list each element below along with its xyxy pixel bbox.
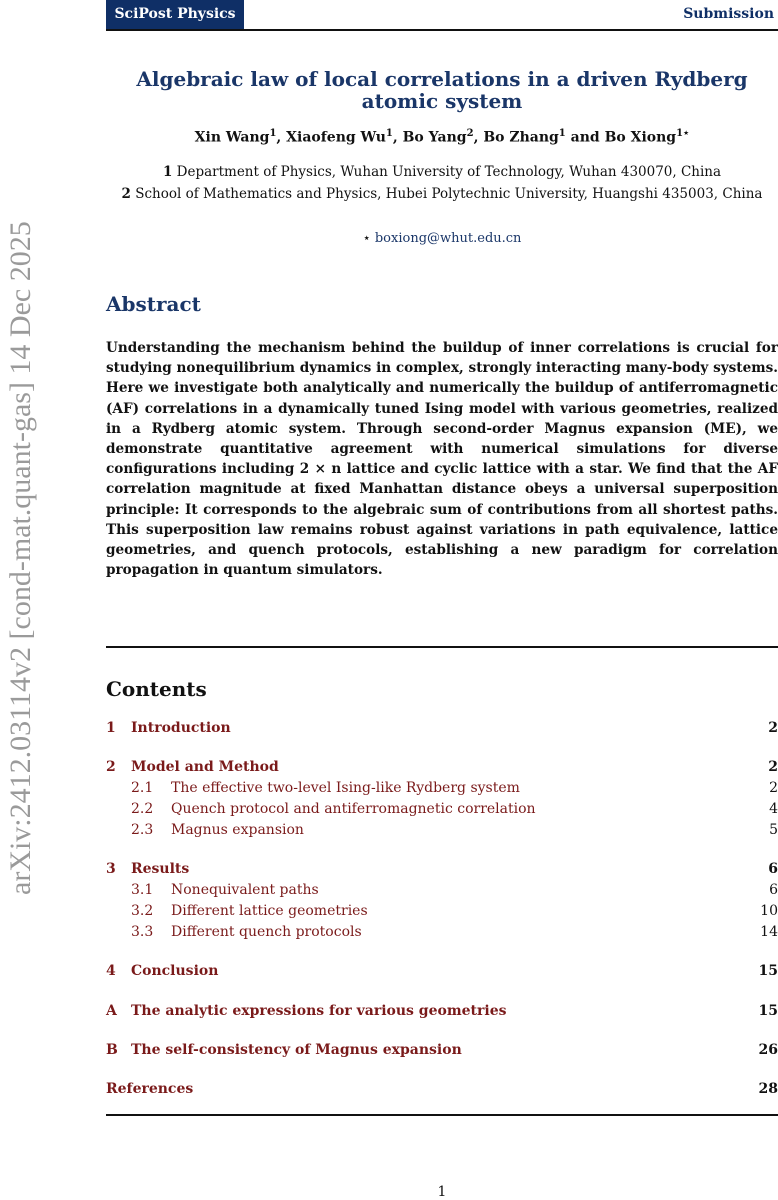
toc-page: 4: [769, 801, 778, 817]
author-separator: ,: [473, 129, 484, 146]
toc-entry[interactable]: [106, 901, 778, 921]
toc-entry[interactable]: [106, 778, 778, 798]
toc-label[interactable]: The self-consistency of Magnus expansion: [131, 1042, 462, 1058]
author-name: Bo Zhang: [483, 129, 559, 146]
toc-entry[interactable]: [106, 799, 778, 819]
author-name: Xin Wang: [194, 129, 270, 146]
toc-number: 3: [106, 861, 116, 877]
journal-badge: SciPost Physics: [106, 0, 244, 29]
toc-entry[interactable]: [106, 961, 778, 981]
author-separator: ,: [276, 129, 287, 146]
arxiv-stamp: arXiv:2412.03114v2 [cond-mat.quant-gas] 14 Dec 2025: [4, 221, 37, 895]
author-affil-sup: 1: [269, 128, 277, 139]
affiliation-1: [106, 164, 778, 180]
toc-label[interactable]: The effective two-level Ising-like Rydberg system: [171, 780, 520, 796]
author-name: Bo Xiong: [604, 129, 677, 146]
toc-page: 26: [758, 1042, 778, 1058]
author-list: [106, 128, 778, 146]
affiliation-number: 1: [162, 164, 173, 180]
toc-number: 3.2: [131, 903, 154, 919]
affiliation-text: Department of Physics, Wuhan University of Technology, Wuhan 430070, China: [172, 164, 722, 180]
toc-page: 2: [769, 780, 778, 796]
toc-page: 15: [758, 1003, 778, 1019]
toc-label[interactable]: Conclusion: [131, 963, 219, 979]
author-affil-sup: 1: [385, 128, 393, 139]
toc-entry[interactable]: [106, 757, 778, 777]
submission-label: Submission: [683, 6, 774, 22]
toc-label[interactable]: Magnus expansion: [171, 822, 304, 838]
toc-page: 10: [760, 903, 778, 919]
author-name: Bo Yang: [402, 129, 467, 146]
affiliation-number: 2: [121, 186, 131, 202]
toc-label[interactable]: Different quench protocols: [171, 924, 362, 940]
author-affil-sup: 1⋆: [676, 128, 690, 139]
email-link[interactable]: boxiong@whut.edu.cn: [374, 231, 522, 246]
toc-label[interactable]: Different lattice geometries: [171, 903, 368, 919]
affiliation-2: [106, 186, 778, 202]
corresponding-email: [106, 231, 778, 246]
toc-page: 2: [768, 759, 778, 775]
toc-entry[interactable]: [106, 880, 778, 900]
header-rule: [106, 29, 778, 31]
toc-label[interactable]: Quench protocol and antiferromagnetic correlation: [171, 801, 536, 817]
author-name: Xiaofeng Wu: [286, 129, 386, 146]
toc-label[interactable]: The analytic expressions for various geometries: [131, 1003, 507, 1019]
toc-number: A: [106, 1003, 117, 1019]
author-separator: ,: [392, 129, 403, 146]
toc-label[interactable]: Results: [131, 861, 190, 877]
toc-entry[interactable]: [106, 1001, 778, 1021]
toc-entry[interactable]: [106, 859, 778, 879]
toc-number: 3.3: [131, 924, 154, 940]
toc-page: 28: [758, 1081, 778, 1097]
toc-label[interactable]: Nonequivalent paths: [171, 882, 319, 898]
toc-page: 5: [769, 822, 778, 838]
toc-label[interactable]: References: [106, 1081, 194, 1097]
toc-page: 6: [769, 882, 778, 898]
author-affil-sup: 2: [466, 128, 474, 139]
toc-page: 6: [768, 861, 778, 877]
section-rule: [106, 646, 778, 648]
paper-title: Algebraic law of local correlations in a driven Rydberg atomic system: [136, 67, 748, 113]
toc-page: 2: [768, 720, 778, 736]
toc-entry[interactable]: [106, 922, 778, 942]
toc-page: 15: [758, 963, 778, 979]
toc-number: 3.1: [131, 882, 154, 898]
section-rule: [106, 1114, 778, 1116]
toc-label[interactable]: Introduction: [131, 720, 231, 736]
toc-entry[interactable]: [106, 718, 778, 738]
page-number: 1: [437, 1184, 447, 1200]
toc-number: B: [106, 1042, 118, 1058]
toc-number: 2.2: [131, 801, 154, 817]
abstract-heading: Abstract: [106, 292, 201, 316]
toc-entry[interactable]: [106, 1040, 778, 1060]
toc-entry[interactable]: [106, 1079, 778, 1099]
author-separator: and: [565, 129, 605, 146]
toc-number: 2.1: [131, 780, 154, 796]
toc-label[interactable]: Model and Method: [131, 759, 279, 775]
toc-number: 4: [106, 963, 116, 979]
author-affil-sup: 1: [558, 128, 566, 139]
toc-number: 2: [106, 759, 116, 775]
contents-heading: Contents: [106, 677, 207, 701]
star-icon: ⋆: [362, 231, 371, 246]
toc-number: 2.3: [131, 822, 154, 838]
page-header: [106, 0, 778, 30]
toc-number: 1: [106, 720, 116, 736]
abstract-text: Understanding the mechanism behind the buildup of inner correlations is crucial for studying nonequilibrium dynamics in complex, strongly interacting many-body systems. Here we investigate both analytically and numerically the buildup of antiferromagnetic (AF) correlations in a dynamically tuned Ising model with various geometries, realized in a Rydberg atomic system. Through second-order Magnus expansion (ME), we demonstrate quantitative agreement with numerical simulations for diverse configurations including 2 × n lattice and cyclic lattice with a star. We find that the AF correlation magnitude at fixed Manhattan distance obeys a universal superposition principle: It corresponds to the algebraic sum of contributions from all shortest paths. This superposition law remains robust against variations in path equivalence, lattice geometries, and quench protocols, establishing a new paradigm for correlation propagation in quantum simulators.: [106, 340, 778, 579]
toc-entry[interactable]: [106, 820, 778, 840]
affiliation-text: School of Mathematics and Physics, Hubei Polytechnic University, Huangshi 435003, China: [130, 186, 763, 202]
toc-page: 14: [760, 924, 778, 940]
